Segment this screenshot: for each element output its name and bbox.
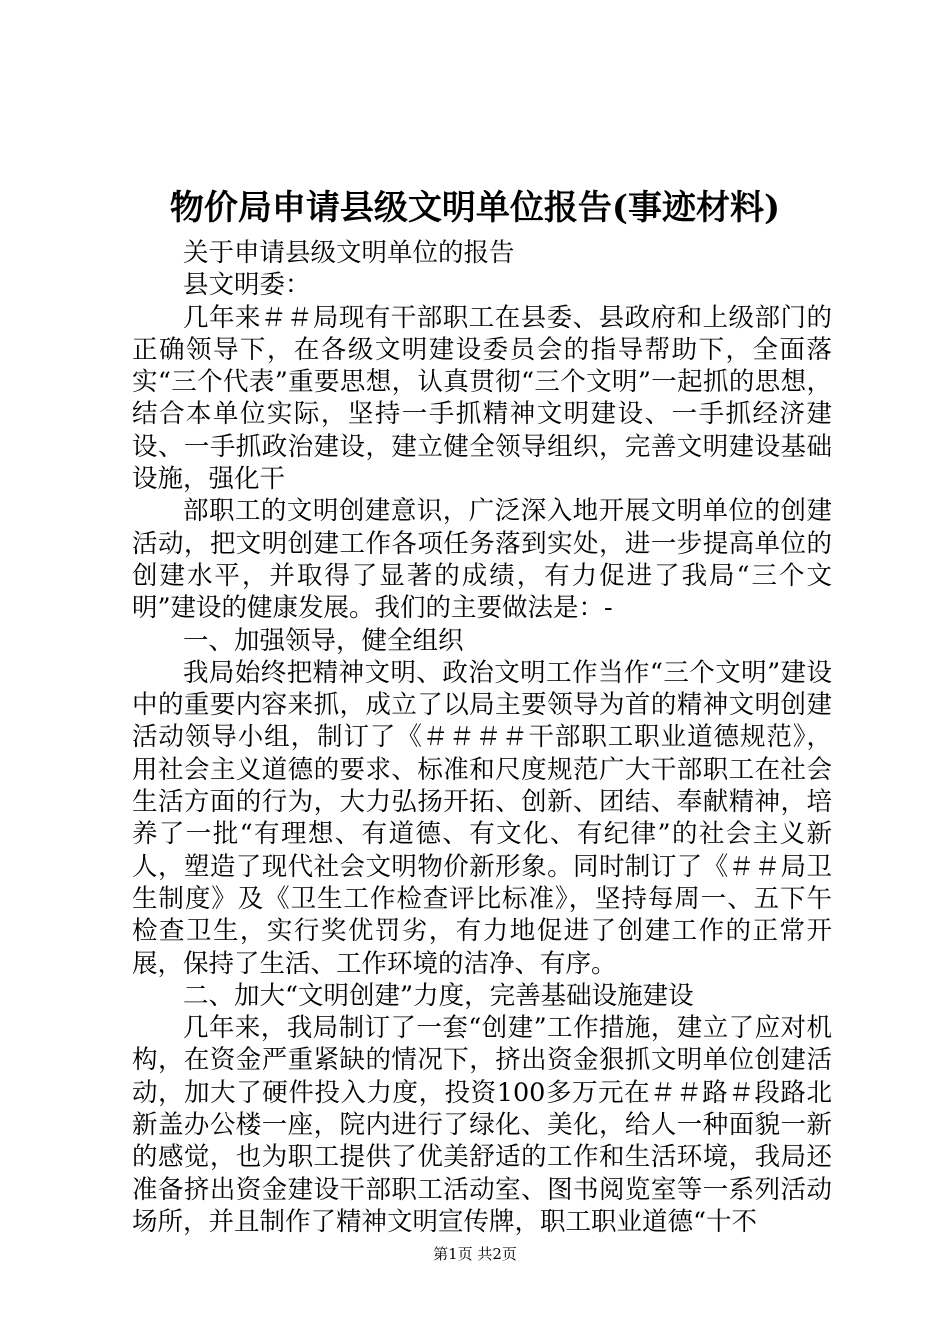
section-heading: 二、加大“文明创建”力度，完善基础设施建设 — [183, 980, 694, 1011]
page-number-footer: 第1页 共2页 — [433, 1245, 517, 1263]
body-paragraph: 几年来，我局制订了一套“创建”工作措施，建立了应对机构，在资金严重紧缺的情况下，挤出资金狠抓文明单位创建活动，加大了硬件投入力度，投资100多万元在＃＃路＃段路北新盖办公楼一座，院内进行了绿化、美化，给人一种面貌一新的感觉，也为职工提供了优美舒适的工作和生活环境，我局还准备挤出资金建设干部职工活动室、图书阅览室等一系列活动场所，并且制作了精神文明宣传牌，职工职业道德“十不 — [132, 1013, 832, 1237]
body-paragraph-addressee: 县文明委： — [183, 270, 311, 301]
body-paragraph: 几年来＃＃局现有干部职工在县委、县政府和上级部门的正确领导下，在各级文明建设委员会的指导帮助下，全面落实“三个代表”重要思想，认真贯彻“三个文明”一起抓的思想，结合本单位实际，坚持一手抓精神文明建设、一手抓经济建设、一手抓政治建设，建立健全领导组织，完善文明建设基础设施，强化干 — [132, 302, 832, 495]
body-paragraph: 我局始终把精神文明、政治文明工作当作“三个文明”建设中的重要内容来抓，成立了以局主要领导为首的精神文明创建活动领导小组，制订了《＃＃＃＃干部职工职业道德规范》，用社会主义道德的要求、标准和尺度规范广大干部职工在社会生活方面的行为，大力弘扬开拓、创新、团结、奉献精神，培养了一批“有理想、有道德、有文化、有纪律”的社会主义新人，塑造了现代社会文明物价新形象。同时制订了《＃＃局卫生制度》及《卫生工作检查评比标准》，坚持每周一、五下午检查卫生，实行奖优罚劣，有力地促进了创建工作的正常开展，保持了生活、工作环境的洁净、有序。 — [132, 657, 832, 979]
section-heading: 一、加强领导，健全组织 — [183, 625, 464, 656]
body-paragraph: 部职工的文明创建意识，广泛深入地开展文明单位的创建活动，把文明创建工作各项任务落到实处，进一步提高单位的创建水平，并取得了显著的成绩，有力促进了我局“三个文明”建设的健康发展。我们的主要做法是：- — [132, 496, 832, 624]
document-title: 物价局申请县级文明单位报告(事迹材料) — [169, 188, 781, 228]
document-body — [132, 237, 832, 1238]
body-paragraph-subject: 关于申请县级文明单位的报告 — [183, 238, 515, 268]
